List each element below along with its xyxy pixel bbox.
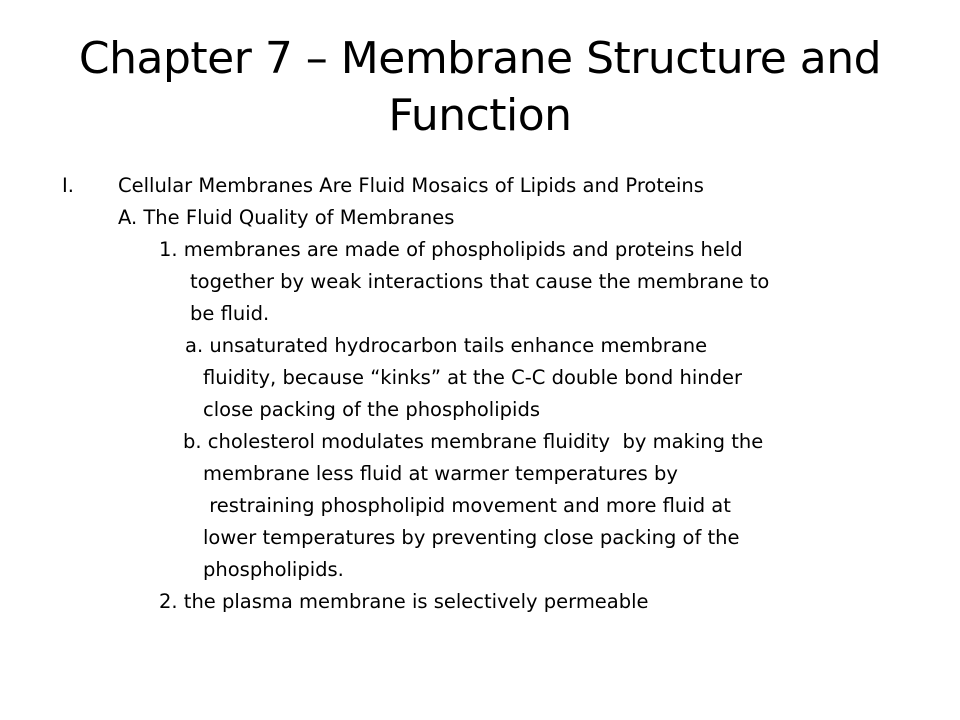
point-1b-line-5: phospholipids. xyxy=(203,558,344,581)
point-1b-line-3: restraining phospholipid movement and more fluid at xyxy=(203,494,731,517)
slide-title-line-2: Function xyxy=(388,90,572,141)
point-1a-line-2: fluidity, because “kinks” at the C-C double bond hinder xyxy=(203,366,743,389)
slide-title-line-1: Chapter 7 – Membrane Structure and xyxy=(78,33,882,84)
point-1b-line-4: lower temperatures by preventing close packing of the xyxy=(203,526,740,549)
point-1a-line-1: a. unsaturated hydrocarbon tails enhance membrane xyxy=(185,334,708,357)
slide-title xyxy=(40,30,920,144)
section-marker: I. xyxy=(62,174,74,197)
point-1a-line-3: close packing of the phospholipids xyxy=(203,398,540,421)
point-2: 2. the plasma membrane is selectively permeable xyxy=(159,590,649,613)
point-1-line-1: 1. membranes are made of phospholipids and proteins held xyxy=(159,238,743,261)
section-heading: Cellular Membranes Are Fluid Mosaics of Lipids and Proteins xyxy=(118,174,704,197)
point-1-line-2: together by weak interactions that cause the membrane to xyxy=(190,270,770,293)
point-1b-line-2: membrane less fluid at warmer temperatures by xyxy=(203,462,678,485)
point-1b-line-1: b. cholesterol modulates membrane fluidity by making the xyxy=(183,430,764,453)
point-1-line-3: be fluid. xyxy=(190,302,270,325)
subsection-heading: A. The Fluid Quality of Membranes xyxy=(118,206,455,229)
